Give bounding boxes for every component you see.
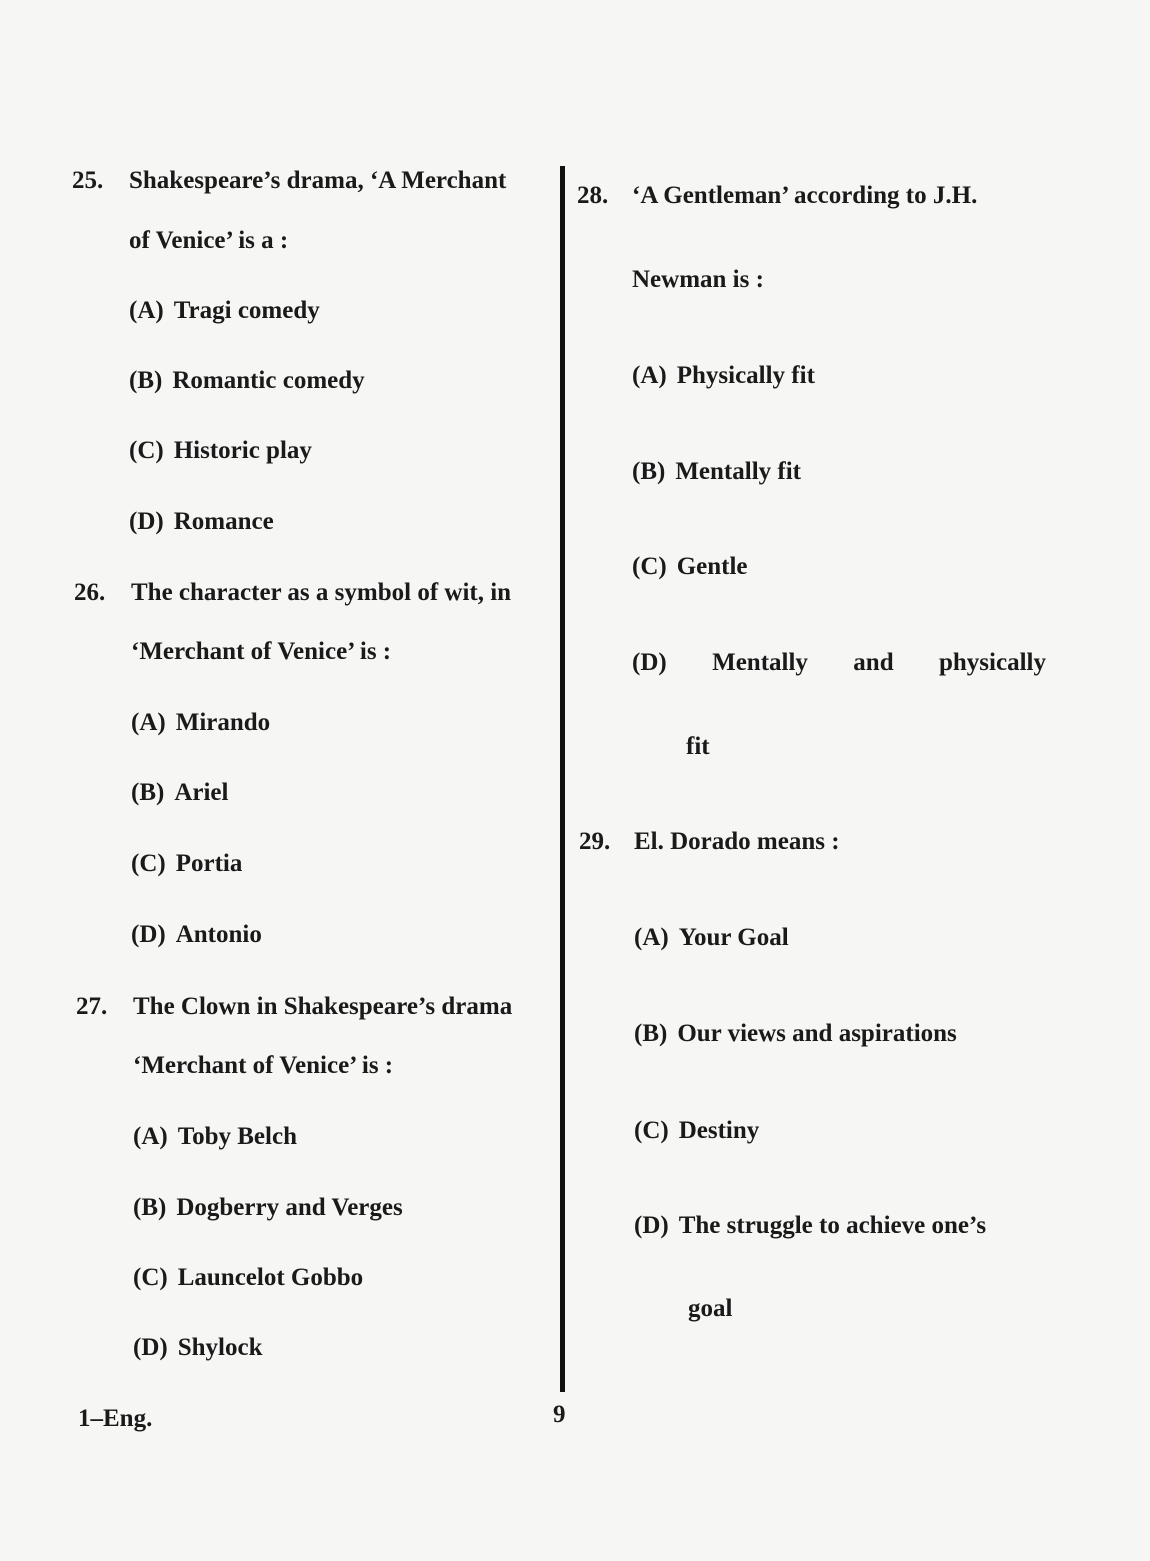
option-text: Mentally fit [675,458,801,485]
option-label: (C) [129,437,164,464]
question-number: 25. [72,167,104,194]
option-d-text-continued: fit [686,733,710,760]
option-text: Gentle [676,553,748,580]
option-d-text-continued: goal [688,1295,733,1322]
option-a[interactable] [129,296,320,326]
option-text: Launcelot Gobbo [177,1264,364,1291]
option-b[interactable] [634,1019,957,1049]
option-d[interactable] [133,1333,262,1363]
paper-code: 1–Eng. [78,1405,153,1432]
option-label: (B) [133,1194,167,1221]
option-text: Our views and aspirations [677,1020,957,1047]
option-d[interactable] [131,920,262,950]
question-text-line-2: of Venice’ is a : [129,227,289,254]
option-text: Shylock [177,1334,263,1361]
option-label: (C) [632,553,667,580]
option-text-word: and [853,649,894,676]
option-a[interactable] [131,708,270,738]
option-text: Romantic comedy [172,367,365,394]
option-label: (A) [133,1123,168,1150]
question-text-line-1: The character as a symbol of wit, in [131,579,512,606]
option-label: (B) [632,458,666,485]
option-text: Physically fit [676,362,815,389]
option-text: Antonio [175,921,262,948]
option-a[interactable] [634,923,789,953]
question-text-line-1: El. Dorado means : [634,828,840,855]
option-text: Mirando [175,709,271,736]
option-b[interactable] [632,457,801,487]
question-text-line-1: Shakespeare’s drama, ‘A Merchant [129,167,507,194]
question-text-line-2: Newman is : [632,266,764,293]
option-c[interactable] [131,849,242,879]
option-text: Tragi comedy [173,297,320,324]
option-text: Destiny [678,1117,760,1144]
option-b[interactable] [131,778,228,808]
option-label: (D) [131,921,166,948]
option-text-word: Mentally [712,649,808,676]
column-divider [560,166,565,1392]
option-a[interactable] [632,361,815,391]
option-label: (C) [634,1117,669,1144]
option-c[interactable] [634,1116,759,1146]
option-text: Ariel [174,779,229,806]
option-d[interactable] [632,648,1046,678]
option-c[interactable] [632,552,748,582]
option-label: (B) [129,367,163,394]
question-text-line-2: ‘Merchant of Venice’ is : [131,638,392,665]
option-label: (B) [131,779,165,806]
option-a[interactable] [133,1122,297,1152]
option-label: (D) [632,649,667,676]
page-number: 9 [553,1401,566,1428]
option-text: Portia [175,850,243,877]
option-c[interactable] [133,1263,363,1293]
option-b[interactable] [129,366,365,396]
option-label: (D) [129,508,164,535]
option-text: Dogberry and Verges [176,1194,403,1221]
option-text-word: physically [938,649,1046,676]
question-number: 29. [579,828,611,855]
question-text-line-1: The Clown in Shakespeare’s drama [133,993,513,1020]
option-text: The struggle to achieve one’s [678,1212,987,1239]
option-d[interactable] [634,1211,986,1241]
option-label: (D) [133,1334,168,1361]
option-b[interactable] [133,1193,403,1223]
question-number: 27. [76,993,108,1020]
option-text: Toby Belch [177,1123,297,1150]
option-label: (B) [634,1020,668,1047]
option-label: (C) [131,850,166,877]
option-label: (A) [129,297,164,324]
option-label: (A) [632,362,667,389]
option-d[interactable] [129,507,274,537]
question-number: 26. [74,579,106,606]
option-label: (A) [131,709,166,736]
option-label: (C) [133,1264,168,1291]
option-text: Historic play [173,437,312,464]
question-text-line-2: ‘Merchant of Venice’ is : [133,1052,394,1079]
question-number: 28. [577,182,609,209]
option-label: (D) [634,1212,669,1239]
option-c[interactable] [129,436,312,466]
question-text-line-1: ‘A Gentleman’ according to J.H. [632,182,978,209]
option-label: (A) [634,924,669,951]
option-text: Your Goal [678,924,789,951]
option-text: Romance [173,508,274,535]
